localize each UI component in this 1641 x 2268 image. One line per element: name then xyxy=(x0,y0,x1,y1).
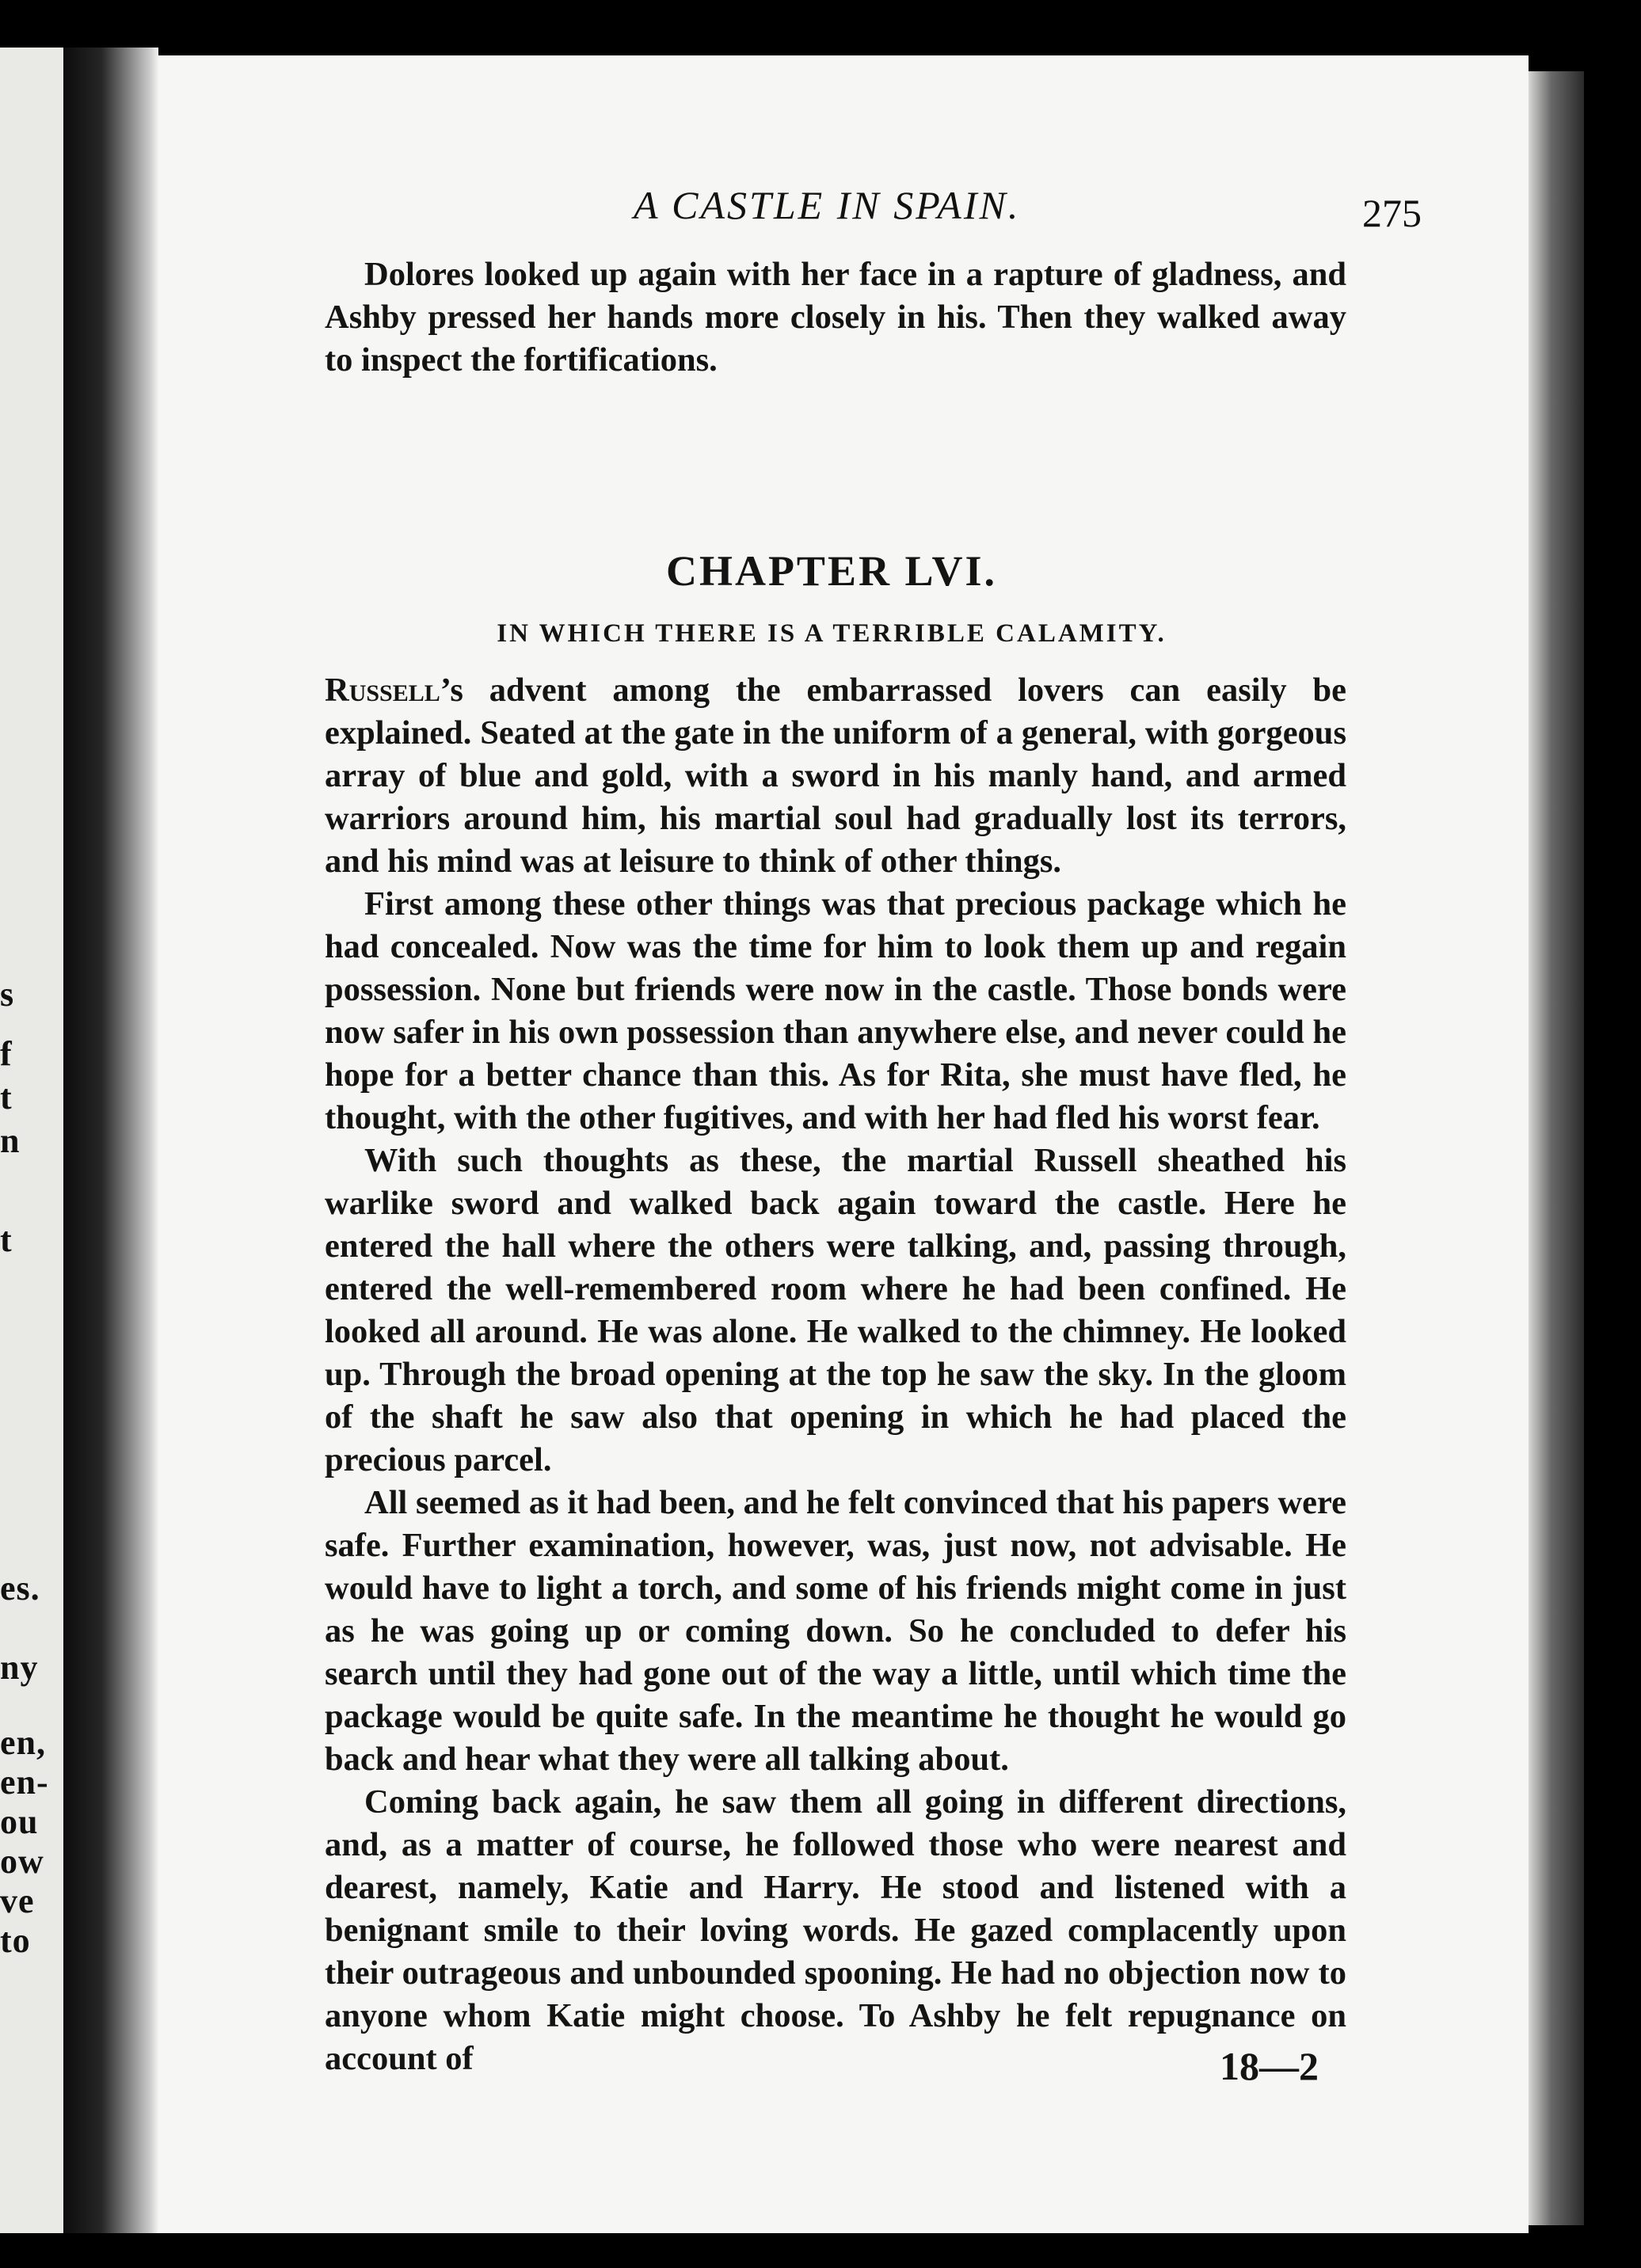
paragraph: First among these other things was that precious package which he had concealed. Now was the time for him to look them up and regain possession. None but friends were now in the castle. Those bonds were now safer in his own possession than anywhere else, and never could he hope for a better chance than this. As for Rita, she must have fled, he thought, with the other fugitives, and with her had fled his worst fear. xyxy=(325,885,1346,1136)
left-page-fragment: ny xyxy=(0,1648,39,1687)
paragraph: Coming back again, he saw them all going in different directions, and, as a matter of course, he followed those who were nearest and dearest, namely, Katie and Harry. He stood and listened with a benignant smile to their loving words. He gazed complacently upon their outrageous and unbounded spooning. He had no objection now to anyone whom Katie might choose. To Ashby he felt repugnance on account of xyxy=(325,1783,1346,2077)
chapter-title: CHAPTER LVI. xyxy=(665,547,998,595)
running-head: A CASTLE IN SPAIN. xyxy=(634,183,1021,227)
chapter-subtitle: IN WHICH THERE IS A TERRIBLE CALAMITY. xyxy=(497,619,1167,648)
left-page-fragment: t xyxy=(0,1078,13,1117)
book-gutter xyxy=(63,48,158,2233)
left-page-fragment: t xyxy=(0,1220,13,1259)
paragraph-text: ’s advent among the embarrassed lovers can easily be explained. Seated at the gate in the uniform of a general, with gorgeous array of blue and gold, with a sword in his manly hand, and armed warriors around him, his martial soul had gradually lost its terrors, and his mind was at leisure to think of other things. xyxy=(325,672,1346,880)
page-number: 275 xyxy=(1362,191,1422,235)
left-page-fragment: en, xyxy=(0,1723,46,1762)
left-page-fragment: n xyxy=(0,1121,21,1160)
left-page-fragment: f xyxy=(0,1034,13,1073)
left-page-fragment: ow xyxy=(0,1842,44,1881)
opening-paragraph: Dolores looked up again with her face in a rapture of gladness, and Ashby pressed her hands more closely in his. Then they walked away to inspect the fortifications. xyxy=(325,256,1346,379)
left-page-fragment: to xyxy=(0,1921,31,1960)
book-page xyxy=(158,55,1529,2233)
paragraph: All seemed as it had been, and he felt convinced that his papers were safe. Further examination, however, was, just now, not advisable. He would have to light a torch, and some of his friends might come in just as he was going up or coming down. So he concluded to defer his search until they had gone out of the way a little, until which time the package would be quite safe. In the meantime he thought he would go back and hear what they were all talking about. xyxy=(325,1484,1346,1778)
left-page-fragment: s xyxy=(0,975,15,1014)
left-page-fragment: ou xyxy=(0,1802,39,1841)
paragraph xyxy=(325,669,1346,883)
page-stack-edge xyxy=(1529,71,1584,2225)
lead-word: Russell xyxy=(325,672,440,709)
signature-mark: 18—2 xyxy=(1220,2044,1319,2088)
left-page-fragment: es. xyxy=(0,1569,40,1608)
left-page-edge xyxy=(0,48,63,2233)
paragraph: With such thoughts as these, the martial Russell sheathed his warlike sword and walked back again toward the castle. Here he entered the hall where the others were talking, and, passing through, entered the well-remembered room where he had been confined. He looked all around. He was alone. He walked to the chimney. He looked up. Through the broad opening at the top he saw the sky. In the gloom of the shaft he saw also that opening in which he had placed the precious parcel. xyxy=(325,1142,1346,1478)
left-page-fragment: ve xyxy=(0,1882,35,1920)
chapter-body xyxy=(325,669,1346,2080)
opening-paragraph-block xyxy=(325,253,1346,382)
left-page-fragment: en- xyxy=(0,1763,49,1802)
